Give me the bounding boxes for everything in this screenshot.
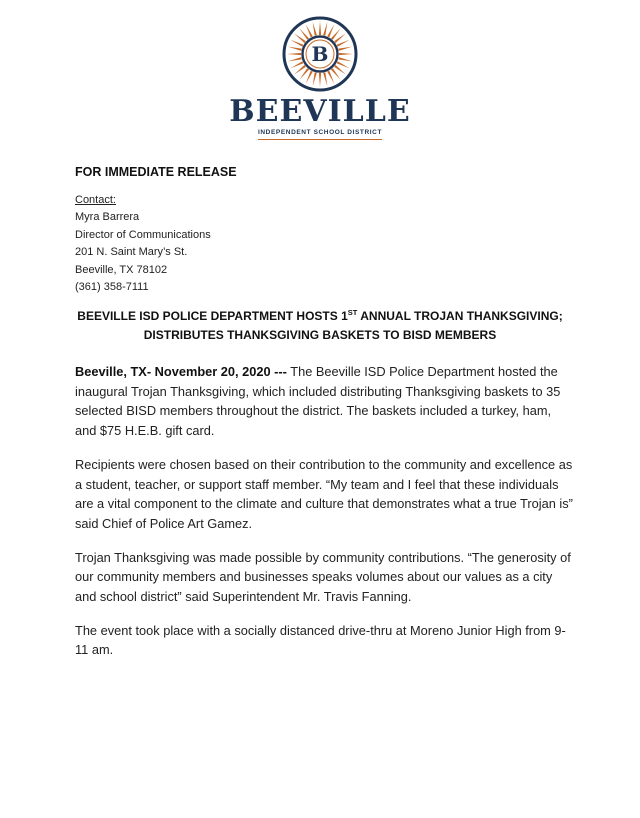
seal-ray bbox=[319, 73, 321, 87]
seal-ray bbox=[323, 72, 327, 86]
seal-ray bbox=[337, 40, 350, 47]
seal-ray bbox=[306, 24, 313, 37]
paragraph-1-text: The Beeville ISD Police Department hosted the inaugural Trojan Thanksgiving, which included distributing Thanksgiving baskets to 35 selected BISD members throughout the district. The baskets included a turkey, ham, and $75 H.E.B. gift card. bbox=[75, 364, 561, 439]
seal-ray bbox=[313, 72, 317, 86]
contact-address-line1: 201 N. Saint Mary’s St. bbox=[75, 246, 188, 259]
seal-letter: B bbox=[311, 42, 329, 66]
paragraph-3: Trojan Thanksgiving was made possible by community contributions. “The generosity of our community members and businesses speaks volumes about our values as a city and school district” said Superintendent Mr. Travis Fanning. bbox=[75, 549, 571, 605]
seal-ray bbox=[288, 57, 302, 61]
dateline: Beeville, TX- November 20, 2020 --- bbox=[75, 364, 287, 379]
seal-ray bbox=[327, 71, 334, 84]
district-wordmark: BEEVILLE bbox=[229, 94, 411, 129]
headline-ordinal-sup: ST bbox=[347, 308, 358, 317]
paragraph-1 bbox=[75, 362, 575, 441]
contact-label: Contact: bbox=[75, 194, 116, 206]
seal-ray bbox=[290, 40, 303, 47]
contact-phone: (361) 358-7111 bbox=[75, 281, 149, 294]
seal-ray bbox=[306, 71, 313, 84]
headline-line1-pre: BEEVILLE ISD POLICE DEPARTMENT HOSTS 1 bbox=[77, 309, 348, 323]
seal-ray bbox=[323, 22, 327, 36]
seal-ray bbox=[339, 53, 353, 55]
headline bbox=[40, 307, 600, 345]
contact-block bbox=[75, 192, 211, 296]
headline-line2: DISTRIBUTES THANKSGIVING BASKETS TO BISD MEMBERS bbox=[143, 328, 497, 342]
seal-ray bbox=[337, 61, 350, 68]
seal-ray bbox=[287, 53, 301, 55]
release-label: FOR IMMEDIATE RELEASE bbox=[75, 165, 237, 179]
seal-ray bbox=[290, 61, 303, 68]
seal-ray bbox=[327, 24, 334, 37]
headline-line1-post: ANNUAL TROJAN THANKSGIVING; bbox=[357, 309, 563, 323]
paragraph-2: Recipients were chosen based on their contribution to the community and excellence as a student, teacher, or support staff member. “My team and I feel that these individuals are a vital component to the climate and culture that demonstrates what a true Trojan is” said Chief of Police Art Gamez. bbox=[75, 456, 573, 531]
contact-address-line2: Beeville, TX 78102 bbox=[75, 263, 168, 276]
headline-line1 bbox=[40, 307, 600, 326]
district-seal-icon bbox=[282, 16, 358, 92]
district-logo bbox=[0, 16, 640, 140]
seal-ray bbox=[313, 22, 317, 36]
subline-rule bbox=[258, 139, 382, 140]
paragraph-4: The event took place with a socially distanced drive-thru at Moreno Junior High from 9-11 am. bbox=[75, 622, 566, 658]
district-subline: INDEPENDENT SCHOOL DISTRICT bbox=[257, 129, 383, 136]
contact-title: Director of Communications bbox=[75, 228, 211, 241]
seal-ray bbox=[338, 47, 352, 51]
seal-ray bbox=[338, 57, 352, 61]
seal-ray bbox=[319, 21, 321, 35]
seal-ray bbox=[288, 47, 302, 51]
contact-name: Myra Barrera bbox=[75, 211, 140, 224]
article-body bbox=[75, 362, 575, 674]
